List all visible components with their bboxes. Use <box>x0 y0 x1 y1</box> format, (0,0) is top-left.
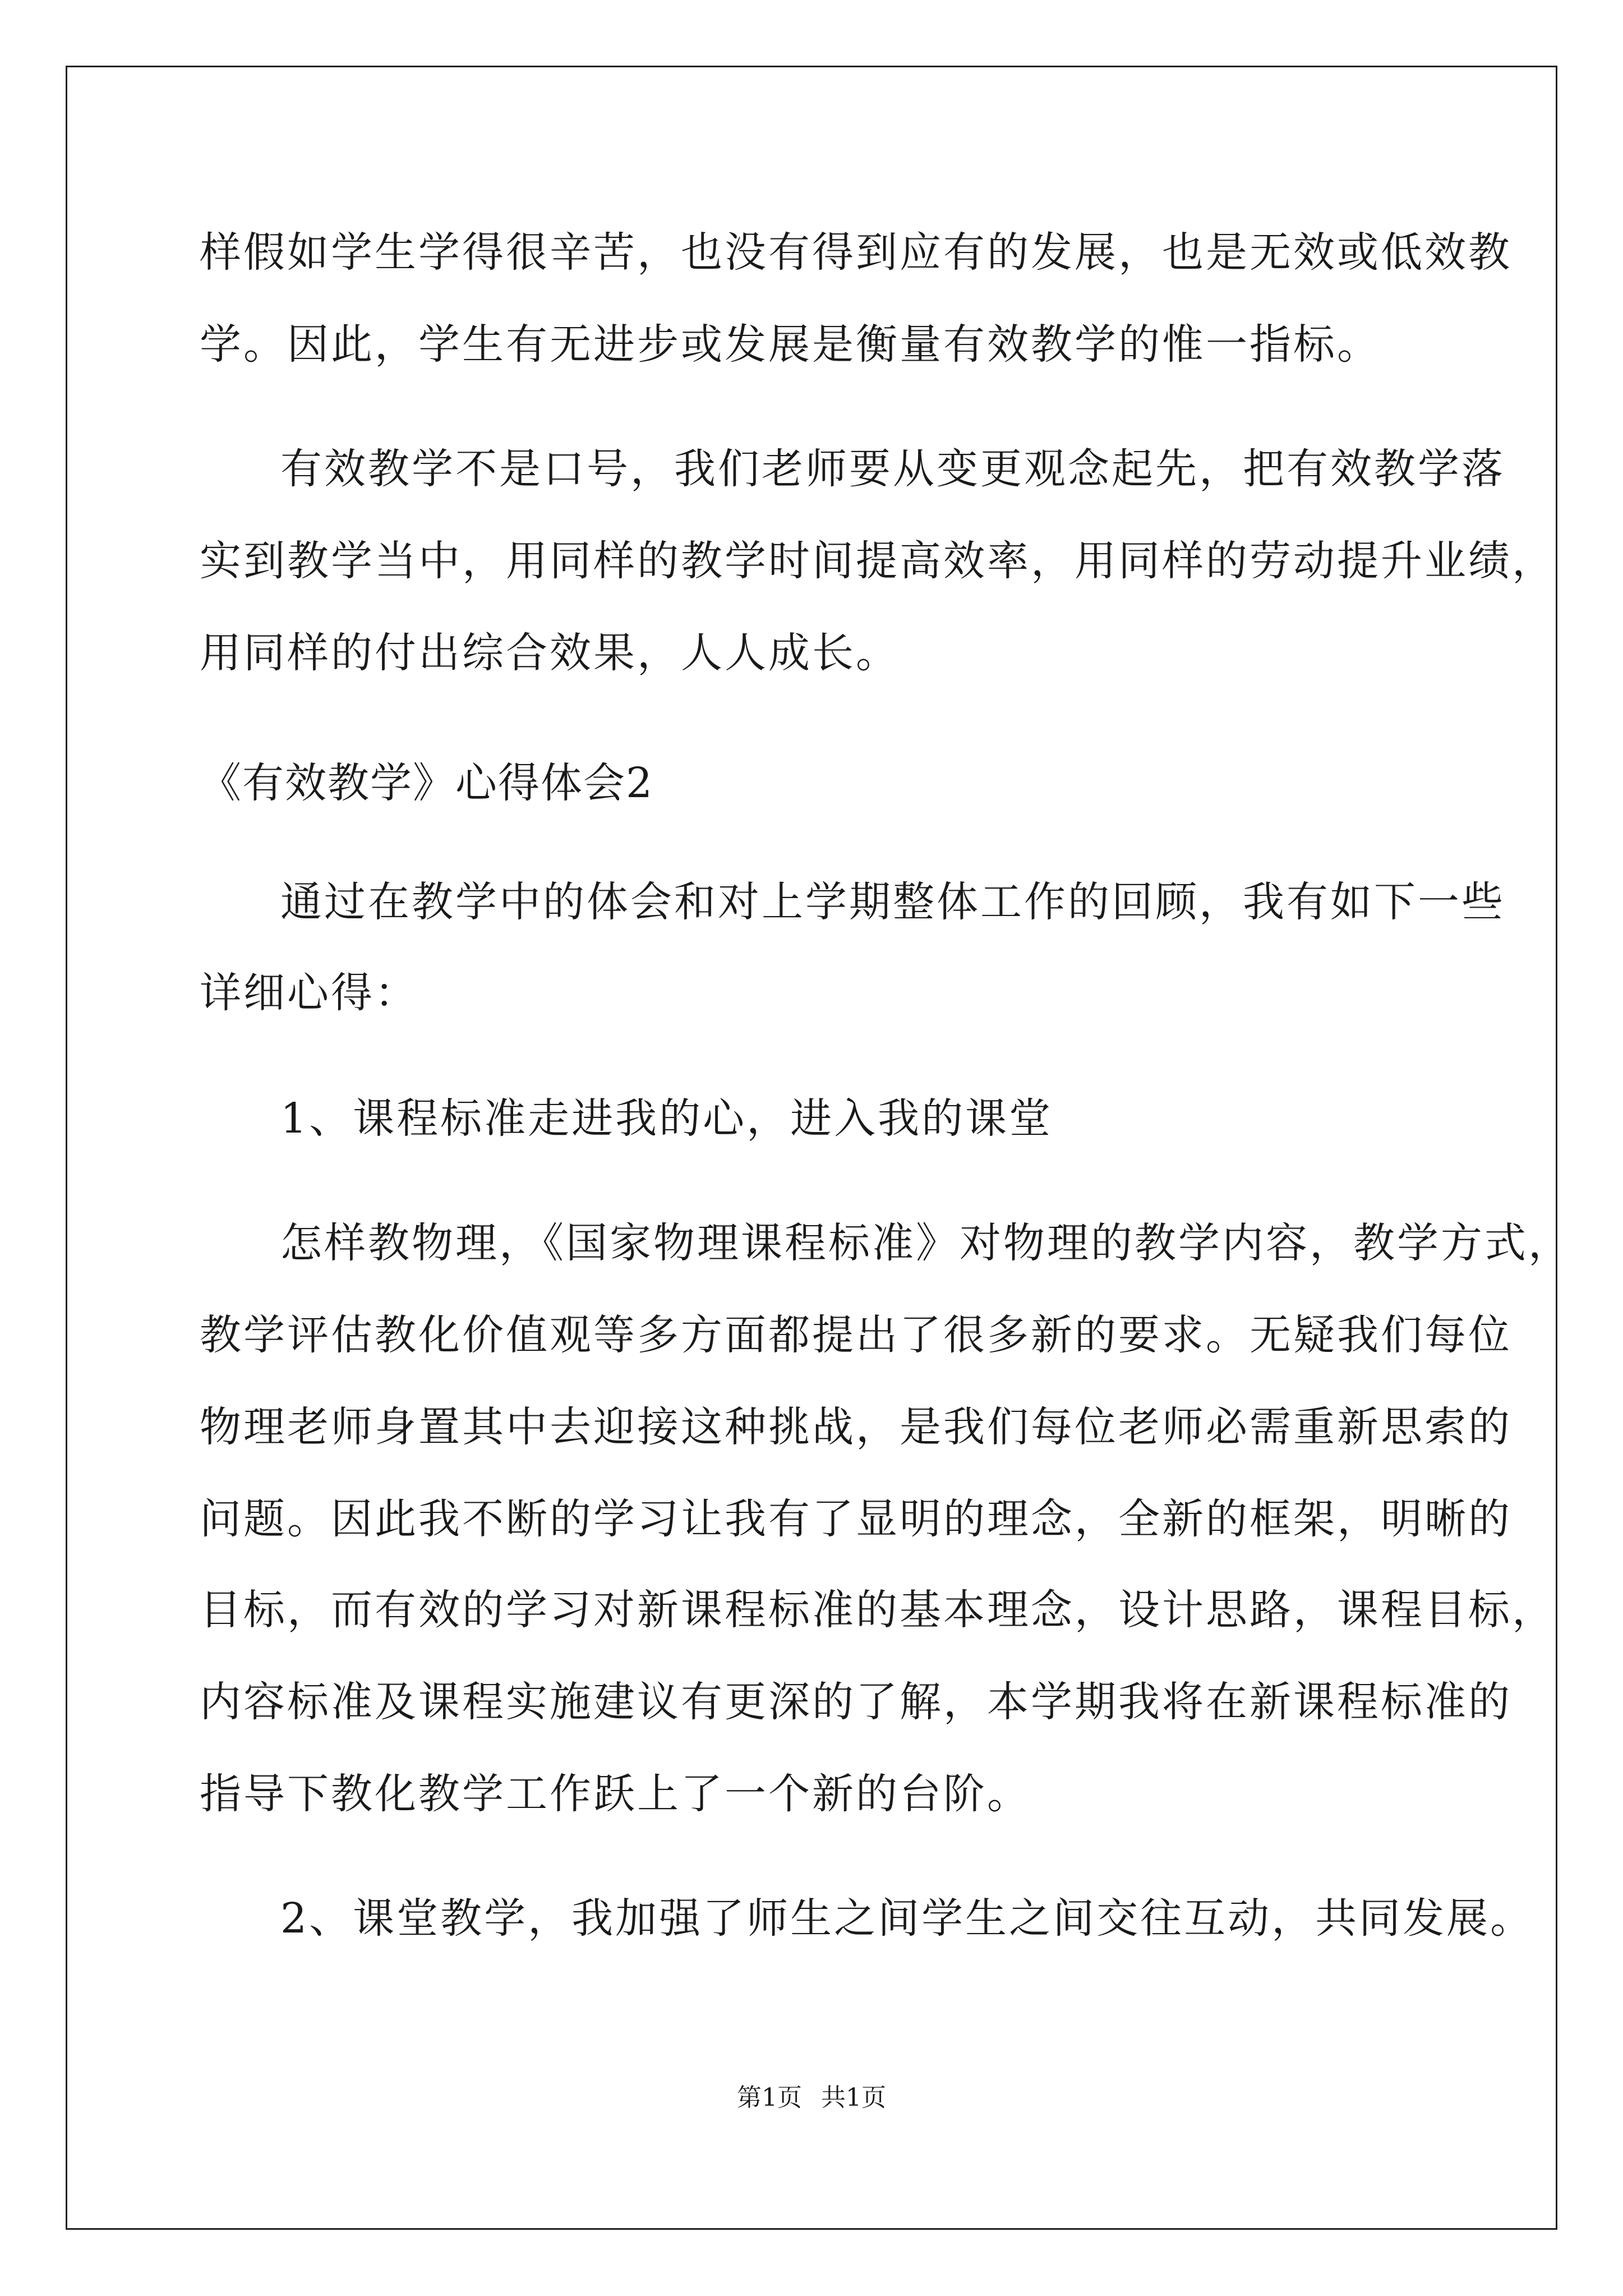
list-item-heading: 2、课堂教学，我加强了师生之间学生之间交往互动，共同发展。 <box>280 1894 1534 1943</box>
paragraph-line: 有效教学不是口号，我们老师要从变更观念起先，把有效教学落 <box>280 445 1505 493</box>
paragraph-line: 物理老师身置其中去迎接这种挑战，是我们每位老师必需重新思索的 <box>200 1403 1512 1451</box>
paragraph-line: 详细心得： <box>200 969 418 1017</box>
paragraph-line: 学。因此，学生有无进步或发展是衡量有效教学的惟一指标。 <box>200 320 1381 369</box>
paragraph-line: 内容标准及课程实施建议有更深的了解，本学期我将在新课程标准的 <box>200 1678 1512 1726</box>
paragraph-line: 用同样的付出综合效果，人人成长。 <box>200 629 900 677</box>
page-number: 第1页 <box>737 2083 802 2112</box>
paragraph-line: 通过在教学中的体会和对上学期整体工作的回顾，我有如下一些 <box>280 878 1505 926</box>
paragraph-line: 样假如学生学得很辛苦，也没有得到应有的发展，也是无效或低效教 <box>200 228 1512 277</box>
paragraph-line: 怎样教物理，《国家物理课程标准》对物理的教学内容，教学方式， <box>280 1219 1572 1267</box>
paragraph-line: 教学评估教化价值观等多方面都提出了很多新的要求。无疑我们每位 <box>200 1311 1512 1359</box>
section-heading: 《有效教学》心得体会2 <box>200 759 654 807</box>
paragraph-line: 实到教学当中，用同样的教学时间提高效率，用同样的劳动提升业绩， <box>200 537 1556 585</box>
paragraph-line: 指导下教化教学工作跃上了一个新的台阶。 <box>200 1770 1031 1818</box>
page-total: 共1页 <box>821 2083 886 2112</box>
paragraph-line: 目标，而有效的学习对新课程标准的基本理念，设计思路，课程目标， <box>200 1586 1556 1634</box>
list-item-heading: 1、课程标准走进我的心，进入我的课堂 <box>280 1094 1053 1143</box>
paragraph-line: 问题。因此我不断的学习让我有了显明的理念，全新的框架，明晰的 <box>200 1495 1512 1543</box>
page-footer <box>0 2081 1623 2115</box>
